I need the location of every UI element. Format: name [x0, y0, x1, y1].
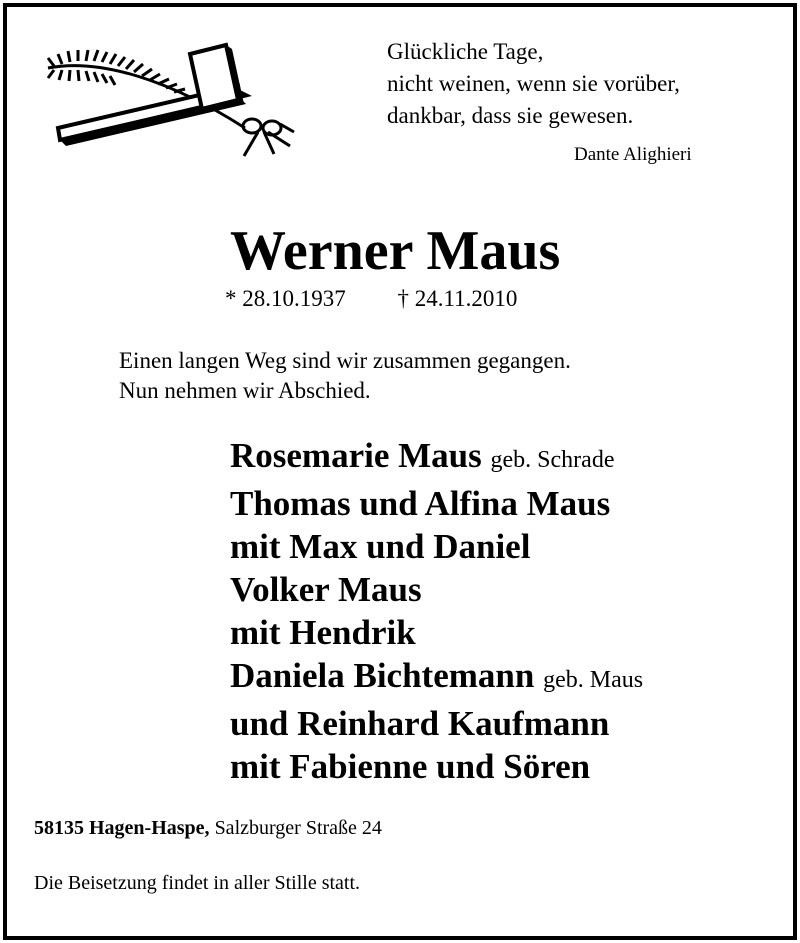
farewell-text [119, 346, 571, 406]
poem-quote [387, 36, 680, 132]
maiden-name-note: geb. Schrade [490, 447, 615, 473]
mourner-line [230, 702, 643, 745]
mourner-name: Volker Maus [230, 570, 422, 609]
mourner-name: Rosemarie Maus [230, 436, 482, 475]
poem-line: dankbar, dass sie gewesen. [387, 103, 634, 128]
maiden-name-note: geb. Maus [543, 667, 644, 693]
farewell-line: Nun nehmen wir Abschied. [119, 378, 371, 403]
poem-line: nicht weinen, wenn sie vorüber, [387, 71, 680, 96]
cross-with-palm-branch-icon [40, 40, 300, 165]
mourner-name: mit Fabienne und Sören [230, 747, 591, 786]
life-dates [225, 286, 517, 312]
poem-line: Glückliche Tage, [387, 39, 544, 64]
mourner-name: mit Max und Daniel [230, 527, 531, 566]
mourner-name: Daniela Bichtemann [230, 656, 535, 695]
address-city: 58135 Hagen-Haspe, [34, 817, 210, 839]
mourners-list [230, 434, 643, 788]
mourner-name: und Reinhard Kaufmann [230, 704, 610, 743]
mourner-line [230, 525, 643, 568]
deceased-name: Werner Maus [230, 220, 561, 282]
address-street: Salzburger Straße 24 [214, 817, 382, 839]
mourning-address [34, 817, 382, 840]
mourner-line [230, 434, 643, 482]
burial-note: Die Beisetzung findet in aller Stille statt. [34, 872, 361, 894]
mourner-name: mit Hendrik [230, 613, 416, 652]
mourner-line [230, 482, 643, 525]
mourner-line [230, 745, 643, 788]
mourner-line [230, 654, 643, 702]
mourner-line [230, 611, 643, 654]
birth-date: * 28.10.1937 [225, 286, 346, 311]
mourner-name: Thomas und Alfina Maus [230, 484, 611, 523]
farewell-line: Einen langen Weg sind wir zusammen gegangen. [119, 348, 571, 373]
poem-author: Dante Alighieri [574, 144, 692, 165]
death-date: † 24.11.2010 [397, 286, 518, 311]
mourner-line [230, 568, 643, 611]
